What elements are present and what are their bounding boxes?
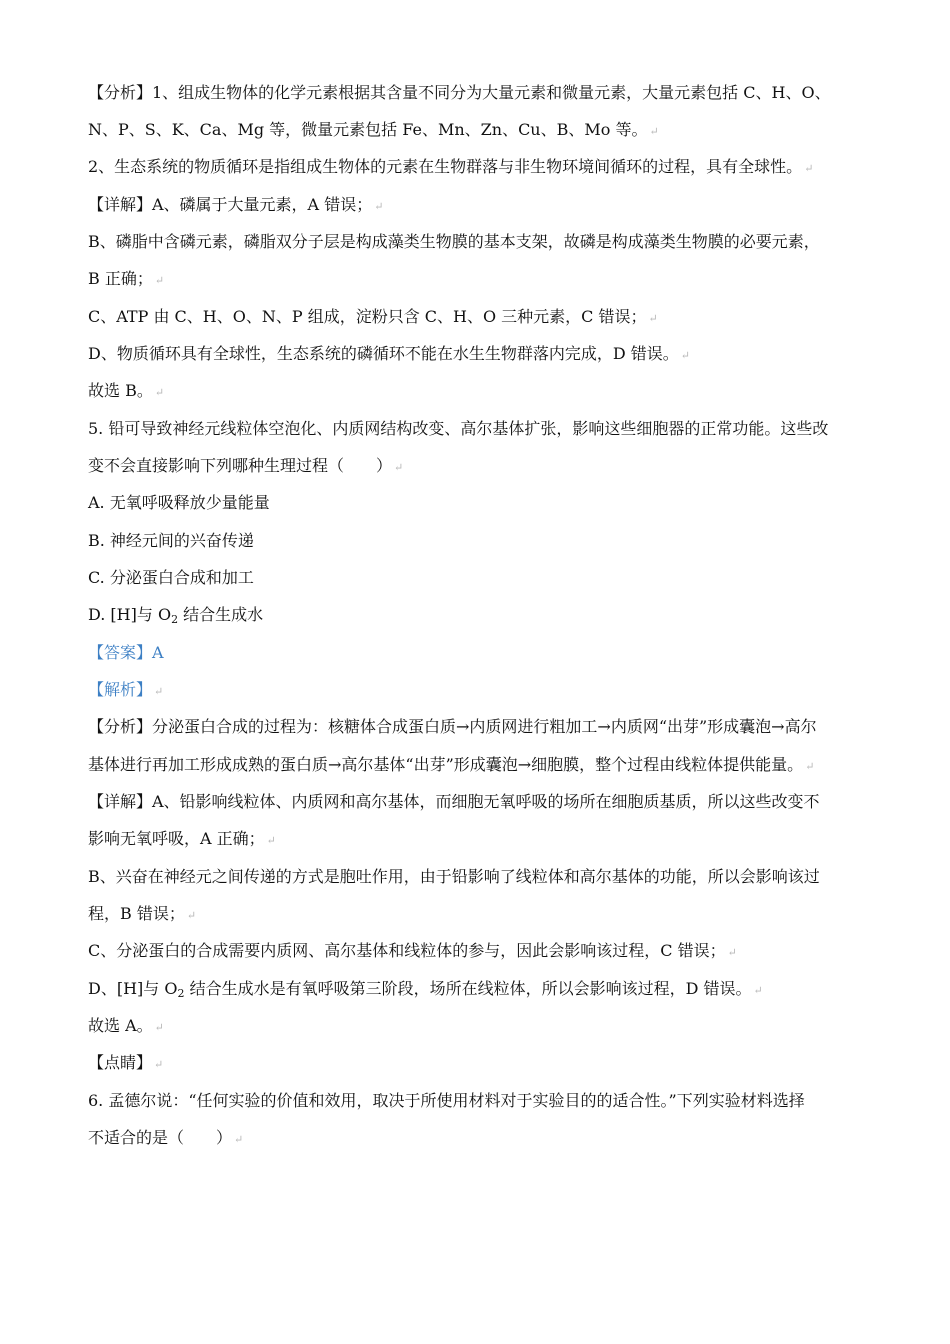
text: 【分析】分泌蛋白合成的过程为：核糖体合成蛋白质→内质网进行粗加工→内质网“出芽”形成囊泡→高尔 [88, 717, 817, 736]
paragraph-mark-icon: ↵ [154, 274, 165, 287]
question-6-line-2 [88, 1128, 243, 1150]
q5-analysis-line-1 [88, 717, 817, 737]
text: B、兴奋在神经元之间传递的方式是胞吐作用，由于铅影响了线粒体和高尔基体的功能，所以会影响该过 [88, 867, 820, 886]
paragraph-mark-icon: ↵ [727, 946, 737, 959]
answer-heading [88, 643, 164, 663]
paragraph-mark-icon: ↵ [154, 685, 164, 698]
text: 程，B 错误； [88, 904, 185, 923]
text: D. [H]与 O [88, 605, 172, 624]
text: 变不会直接影响下列哪种生理过程（ ） [88, 456, 393, 475]
paragraph-mark-icon: ↵ [394, 461, 404, 474]
question-5-line-2 [88, 456, 403, 478]
paragraph-mark-icon: ↵ [266, 834, 276, 847]
paragraph-mark-icon: ↵ [154, 386, 165, 399]
text: 【答案】A [88, 643, 164, 662]
paragraph-mark-icon: ↵ [805, 760, 815, 773]
text: C、ATP 由 C、H、O、N、P 组成，淀粉只含 C、H、O 三种元素，C 错误； [88, 307, 647, 326]
answer-choice-line [88, 381, 164, 403]
detail-line-b1 [88, 232, 820, 252]
text: 2、生态系统的物质循环是指组成生物体的元素在生物群落与非生物环境间循环的过程，具有全球性。 [88, 157, 803, 176]
q5-detail-b-line-1 [88, 867, 820, 887]
paragraph-mark-icon: ↵ [680, 349, 690, 362]
q5-detail-d [88, 979, 763, 1001]
subscript: 2 [171, 613, 179, 626]
text: 【详解】A、磷属于大量元素，A 错误； [88, 195, 373, 214]
text: A. 无氧呼吸释放少量能量 [88, 493, 270, 512]
text: 【点睛】 [88, 1053, 153, 1072]
paragraph-mark-icon: ↵ [648, 312, 658, 325]
paragraph-mark-icon: ↵ [154, 1058, 164, 1071]
text: 故选 A。 [88, 1016, 153, 1035]
q5-analysis-line-2 [88, 755, 814, 777]
option-d [88, 605, 263, 625]
question-6-line-1 [88, 1091, 805, 1111]
text: 基体进行再加工形成成熟的蛋白质→高尔基体“出芽”形成囊泡→细胞膜，整个过程由线粒体提供能量。 [88, 755, 804, 774]
text: 结合生成水是有氧呼吸第三阶段，场所在线粒体，所以会影响该过程，D 错误。 [184, 979, 752, 998]
option-c [88, 568, 254, 588]
text: C. 分泌蛋白合成和加工 [88, 568, 254, 587]
paragraph-mark-icon: ↵ [649, 125, 659, 138]
option-b [88, 531, 254, 551]
q5-detail-b-line-2 [88, 904, 196, 926]
text: 【详解】A、铅影响线粒体、内质网和高尔基体，而细胞无氧呼吸的场所在细胞质基质，所以这些改变不 [88, 792, 820, 811]
text: D、[H]与 O [88, 979, 178, 998]
detail-line-b2 [88, 269, 164, 291]
q5-detail-a-line-2 [88, 829, 276, 851]
text: B. 神经元间的兴奋传递 [88, 531, 254, 550]
paragraph-mark-icon: ↵ [374, 200, 384, 213]
paragraph-mark-icon: ↵ [186, 909, 197, 922]
text: 不适合的是（ ） [88, 1128, 233, 1147]
paragraph-mark-icon: ↵ [154, 1021, 164, 1034]
paragraph-mark-icon: ↵ [234, 1133, 244, 1146]
subscript: 2 [177, 987, 185, 1000]
q5-answer-choice [88, 1016, 164, 1038]
text: 故选 B。 [88, 381, 153, 400]
analysis-line-2 [88, 120, 659, 142]
q5-detail-c [88, 941, 737, 963]
text: 【分析】1、组成生物体的化学元素根据其含量不同分为大量元素和微量元素，大量元素包括 C、H、O、 [88, 83, 831, 102]
detail-line-d [88, 344, 690, 366]
option-a [88, 493, 270, 513]
text: 6. 孟德尔说：“任何实验的价值和效用，取决于所使用材料对于实验目的的适合性。”下列实验材料选择 [88, 1091, 805, 1110]
text: B 正确； [88, 269, 153, 288]
explanation-heading [88, 680, 163, 702]
text: N、P、S、K、Ca、Mg 等，微量元素包括 Fe、Mn、Zn、Cu、B、Mo 等。 [88, 120, 648, 139]
paragraph-mark-icon: ↵ [753, 984, 763, 997]
detail-line-c [88, 307, 658, 329]
paragraph-mark-icon: ↵ [804, 162, 814, 175]
detail-line-a [88, 195, 383, 217]
text: 影响无氧呼吸，A 正确； [88, 829, 265, 848]
text: 结合生成水 [178, 605, 264, 624]
analysis-line-3 [88, 157, 813, 179]
question-5-line-1 [88, 419, 828, 439]
text: C、分泌蛋白的合成需要内质网、高尔基体和线粒体的参与，因此会影响该过程，C 错误； [88, 941, 726, 960]
q5-detail-a-line-1 [88, 792, 820, 812]
analysis-line-1 [88, 83, 831, 103]
text: D、物质循环具有全球性，生态系统的磷循环不能在水生生物群落内完成，D 错误。 [88, 344, 679, 363]
comment-heading [88, 1053, 163, 1075]
text: 5. 铅可导致神经元线粒体空泡化、内质网结构改变、高尔基体扩张，影响这些细胞器的正常功能。这些改 [88, 419, 829, 438]
text: B、磷脂中含磷元素，磷脂双分子层是构成藻类生物膜的基本支架，故磷是构成藻类生物膜的必要元素， [88, 232, 820, 251]
text: 【解析】 [88, 680, 153, 699]
